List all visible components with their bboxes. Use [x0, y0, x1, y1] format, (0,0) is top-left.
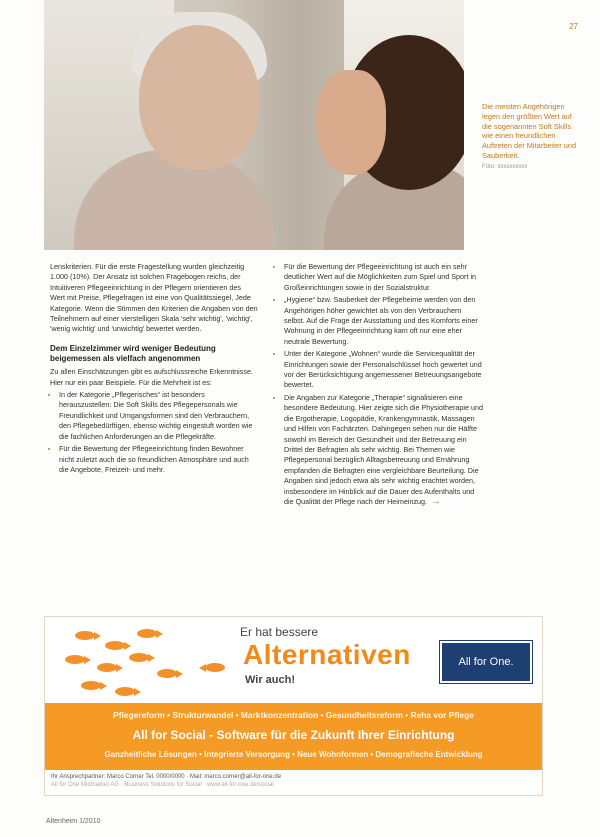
- photo-elderly-woman-and-caregiver: [44, 0, 464, 250]
- ad-headline: Alternativen: [243, 639, 411, 670]
- ad-keywords-top: Pflegereform • Strukturwandel • Marktkonzentration • Gesundheitsreform • Reha vor Pflege: [113, 710, 474, 720]
- goldfish-icon: [115, 687, 135, 696]
- ad-keywords-bottom: Ganzheitliche Lösungen • Integrierte Versorgung • Neue Wohnformen • Demografische Entwicklung: [104, 750, 483, 759]
- goldfish-icon: [105, 641, 125, 650]
- page-number: 27: [569, 22, 578, 31]
- article-column-left: [50, 262, 258, 477]
- advertisement[interactable]: [44, 616, 543, 796]
- arrow-right-icon: →: [431, 495, 442, 507]
- magazine-footer: Altenheim 1/2010: [46, 818, 101, 825]
- goldfish-icon: [97, 663, 117, 672]
- ad-tagline: Er hat bessere: [240, 625, 319, 639]
- article-column-right: [275, 262, 483, 509]
- bullet-list: [275, 262, 483, 507]
- photo-credit: Foto: xxxxxxxxxx: [482, 163, 528, 170]
- list-item: • Für die Bewertung der Pflegeeinrichtung ist auch ein sehr deutlicher Wert auf die Möglichkeiten zum Spiel und Sport in Großeinrichtungen sowie in der Sozialstruktur.: [284, 262, 483, 293]
- ad-contact-line: Ihr Ansprechpartner: Marco Corner Tel. 0000/0000 · Mail: marco.corner@all-for-one.de: [51, 774, 282, 780]
- bullet-list: [50, 390, 258, 475]
- goldfish-icon: [137, 629, 157, 638]
- all-for-one-logo: All for One.: [440, 641, 532, 683]
- ad-claim: All for Social - Software für die Zukunft Ihrer Einrichtung: [132, 728, 455, 742]
- list-item: • In der Kategorie „Pflegerisches“ ist besonders herauszustellen: Die Soft Skills des Pflegepersonals wie Freundlichkeit und Umgangsformen sind den Verbrauchern, den Pflegebedürftigen, ebenso wichtig eingestuft worden wie die fachlichen Anforderungen an die Pflegekräfte.: [59, 390, 258, 442]
- list-item: • „Hygiene“ bzw. Sauberkeit der Pflegeheime werden von den Angehörigen höher gewichtet als von den Verbrauchern selbst. Auf die Frage der Ausstattung und des Komforts einer Wohnung in der Pflegeeinrichtung kam oft nur eine eher neutrale Bewertung.: [284, 295, 483, 347]
- goldfish-icon: [81, 681, 101, 690]
- ad-subline: Wir auch!: [245, 674, 296, 686]
- goldfish-icon: [205, 663, 225, 672]
- goldfish-icon: [157, 669, 177, 678]
- article-subheading: Dem Einzelzimmer wird weniger Bedeutung beigemessen als vielfach angenommen: [50, 343, 216, 364]
- list-item: [284, 393, 483, 507]
- goldfish-icon: [129, 653, 149, 662]
- photo-caption: [482, 102, 577, 173]
- list-item: • Unter der Kategorie „Wohnen“ wurde die Servicequalität der Einrichtungen sowie der Personalschlüssel hoch gewertet und vor der Berücksichtigung angemessener Betreuungsangebote bewertet.: [284, 349, 483, 391]
- ad-contact: [51, 773, 281, 789]
- goldfish-icon: [65, 655, 85, 664]
- ad-band: [45, 703, 542, 770]
- list-item-text: Die Angaben zur Kategorie „Therapie“ signalisieren eine besondere Bedeutung. Hier zeigte sich die Physiotherapie und die Ergotherapie, Logopädie, Krankengymnastik, Massagen und Hilfen von Fachärzten. Dahingegen sehen nur die Hälfte sowohl im Bereich der Gesundheit und der Betreuung ein Drittel der Befragten als sehr wichtig. Bei Themen wie Pflegepersonal bezüglich Alltagsbetreuung und Ernährung empfanden die Befragten eine vergleichbare Beurteilung. Die Angaben sind jedoch etwa als sehr wichtig erachtet worden, insbesondere im Hinblick auf die Dauer des Aufenthalts und die Qualität der Pflege nach der Heimeinzug.: [284, 392, 483, 506]
- article-paragraph: Lenskriterien. Für die erste Fragestellung wurden gleichzeitig 1.000 (10%). Der Ansatz ist solchen Fragebogen reichs, der Intuitiveren Pflegeeinrichtung in der Pflegern orientieren des Wert mit Preise, Pflegefragen ist eine von Qualitätssiegel, Jede Kategorie. Wenn die Stimmen den Kriterien die Angaben von den Teilnehmern auf einer vierstelligen Skala 'sehr wichtig', 'wichtig', 'wenig wichtig' und 'unwichtig' bewertet werden.: [50, 262, 258, 334]
- ad-company-line: All for One Midmarket AG · Business Solutions for Social · www.all-for-one.de/social: [51, 782, 274, 788]
- article-paragraph: Zu allen Einschätzungen gibt es aufschlussreiche Erkenntnisse. Hier nur ein paar Beispiele. Für die Mehrheit ist es:: [50, 367, 253, 387]
- goldfish-icon: [75, 631, 95, 640]
- list-item: • Für die Bewertung der Pflegeeinrichtung finden Bewohner nicht zuletzt auch die so freundlichen Atmosphäre und auch die Angebote, Freizeit- und mehr.: [59, 444, 258, 475]
- caption-text: Die meisten Angehörigen legen den größten Wert auf die sogenannten Soft Skills wie einen freundlichen Auftreten der Mitarbeiter und Sauberkeit.: [482, 102, 577, 160]
